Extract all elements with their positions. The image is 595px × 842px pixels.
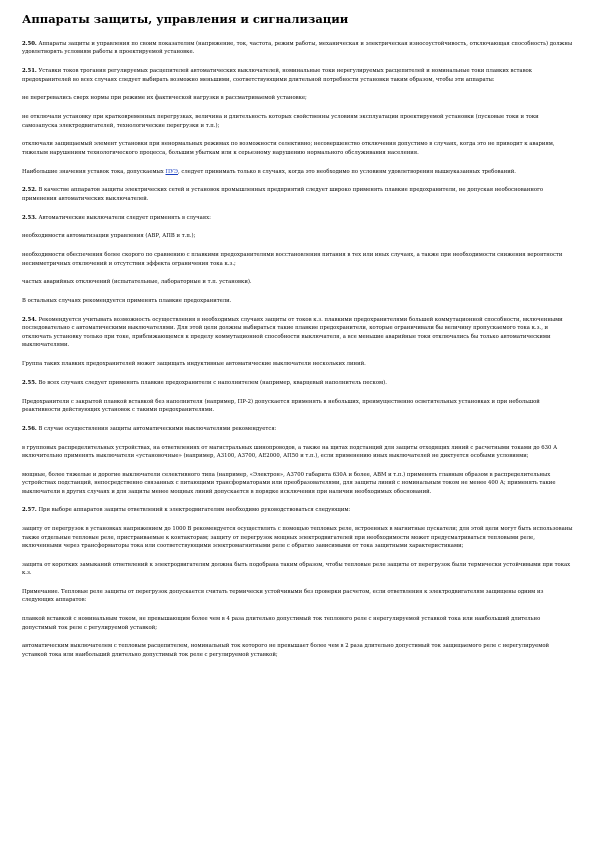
paragraph <box>22 379 575 387</box>
paragraph <box>22 297 575 305</box>
paragraph-text: Уставки токов трогания регулируемых расцепителей автоматических выключателей, номинальные токи нерегулируемых расцепителей и номинальные токи плавких вставок предохранителей во всех случаях следует выбирать возможно меньшими, соответствующими длительной потребности установки таким образом, чтобы эти аппараты: <box>22 68 533 83</box>
paragraph <box>22 251 575 268</box>
paragraph-text: Во всех случаях следует применять плавкие предохранители с наполнителем (например, кварцевый наполнитель песком). <box>38 379 387 386</box>
page-title: Аппараты защиты, управления и сигнализации <box>22 12 349 26</box>
pue-link[interactable]: ПУЭ <box>165 168 178 175</box>
paragraph-number: 2.55. <box>22 379 37 386</box>
paragraph <box>22 561 575 578</box>
paragraph-text: плавкой вставкой с номинальным током, не превышающим более чем в 4 раза длительно допустимый ток теплового реле с нерегулируемой уставкой тока или наибольший длительно допустимый ток реле с регулируемой уставкой; <box>22 616 541 631</box>
paragraph-number: 2.56. <box>22 425 37 432</box>
paragraph <box>22 214 575 222</box>
document-body <box>22 40 575 659</box>
paragraph <box>22 67 575 84</box>
paragraph <box>22 113 575 130</box>
paragraph <box>22 642 575 659</box>
paragraph <box>22 588 575 605</box>
paragraph-text: отключали защищаемый элемент установки при ненормальных режимах по возможности селективно; несовершенство отключения допустимо в случаях, когда это не приводит к авариям, тяжелым нарушениям технологического процесса, большим убыткам или к серьезному нарушению нормального обслуживания населения. <box>22 141 555 156</box>
paragraph <box>22 168 575 176</box>
paragraph <box>22 444 575 461</box>
paragraph-number: 2.57. <box>22 507 37 514</box>
paragraph <box>22 525 575 550</box>
paragraph <box>22 425 575 433</box>
paragraph-text: автоматическим выключателем с тепловым расцепителем, номинальный ток которого не превышает более чем в 2 раза длительно допустимый ток защищаемого реле с нерегулируемой уставкой тока или наибольший длительно допустимый ток реле с регулируемой уставкой; <box>22 643 550 658</box>
paragraph-number: 2.50. <box>22 41 37 47</box>
paragraph-text: В качестве аппаратов защиты электрических сетей и установок промышленных предприятий следует широко применять плавкие предохранители, не допуская необоснованного применения автоматических выключателей. <box>22 187 544 202</box>
paragraph <box>22 471 575 496</box>
paragraph <box>22 40 575 57</box>
paragraph-text: Автоматические выключатели следует применять в случаях: <box>38 214 211 221</box>
paragraph-text: Предохранители с закрытой плавкой вставкой без наполнителя (например, ПР-2) допускается применять в небольших, преимущественно осветительных установках и при небольшой реактивности действующих установок с такими предохранителями. <box>22 398 540 414</box>
paragraph <box>22 94 575 102</box>
paragraph-number: 2.53. <box>22 214 37 221</box>
paragraph-text: В случае осуществления защиты автоматическими выключателями рекомендуется: <box>38 425 277 432</box>
paragraph-text: мощные, более тяжелые и дорогие выключатели селективного типа (например, «Электрон», А3700 габарита 630А и более, АВМ и т.п.) применять главным образом в распределительных устройствах подстанций, непосредственно связанных с питающими трансформаторами или преобразователями, для защиты линий с номинальным током не менее 400 А; применять такие выключатели в других случаях и для защиты менее мощных линий допускается в порядке исключения при наличии необходимых обоснований. <box>22 471 556 495</box>
paragraph <box>22 506 575 514</box>
paragraph <box>22 316 575 350</box>
paragraph-text: защита от коротких замыканий ответвлений к электродвигателям должна быть подобрана таким образом, чтобы тепловые реле защиты от перегрузок были термически устойчивыми при токах к.з. <box>22 561 571 577</box>
paragraph-text: не отключали установку при кратковременных перегрузках, величина и длительность которых свойственны условиям эксплуатации проектируемой установки (пусковые токи и токи самозапуска электродвигателей, технологические перегрузки и т.п.); <box>22 114 539 129</box>
paragraph-text: Примечание. Тепловые реле защиты от перегрузок допускается считать термически устойчивыми без проверки расчетом, если ответвления к электродвигателям защищены одним из следующих аппаратов: <box>22 589 544 604</box>
paragraph <box>22 615 575 632</box>
paragraph-text: в групповых распределительных устройствах, на ответвлениях от магистральных шинопроводов, а также на щитах подстанций для защиты отходящих линий с расчетными токами до 630 А включительно применять выключатели «установочные» (например, А3100, А3700, АЕ2000, АП50 и т.п.), если применению иных выключателей не диктуется особыми условиями; <box>22 444 558 460</box>
paragraph <box>22 140 575 157</box>
paragraph <box>22 360 575 368</box>
paragraph-text: Аппараты защиты и управления по своим показателям (напряжение, ток, частота, режим работы, механическая и электрическая износоустойчивость, отключающая способность) должны удовлетворять условиям работы в проектируемой установке. <box>22 41 573 56</box>
paragraph-text: необходимости автоматизации управления (АВР, АПВ и т.п.); <box>22 233 196 240</box>
paragraph-text: Рекомендуется учитывать возможность осуществления в необходимых случаях защиты от токов к.з. плавкими предохранителями большей коммутационной способности, включенными последовательно с автоматическими выключателями. Для этой цели должны выбираться такие плавкие предохранители, которые ограничивали бы величину пропускаемого тока к.з., и отключать установку только при токе, приближающемся к пределу коммутационной способности выключателя, а все меньшие аварийные токи отключались бы только автоматическими выключателями. <box>22 317 563 349</box>
paragraph-number: 2.54. <box>22 317 37 323</box>
paragraph <box>22 398 575 415</box>
paragraph <box>22 232 575 240</box>
paragraph-text: , следует принимать только в случаях, когда это необходимо по условиям удовлетворения вышеуказанных требований. <box>177 168 516 175</box>
paragraph-text: не перегревались сверх нормы при режиме их фактической нагрузки в рассматриваемой установке; <box>22 95 307 102</box>
paragraph-text: При выборе аппаратов защиты ответвлений к электродвигателям необходимо руководствоваться следующим: <box>38 507 351 514</box>
paragraph <box>22 278 575 286</box>
paragraph-text: необходимости обеспечения более скорого по сравнению с плавкими предохранителями восстановления питания в тех или иных случаях, а также при необходимости снижения вероятности несимметричных отключений и отсутствия эффекта ограничения тока к.з.; <box>22 252 563 267</box>
paragraph <box>22 186 575 203</box>
paragraph-text: Наибольшие значения уставок тока, допускаемых <box>22 168 166 175</box>
paragraph-number: 2.52. <box>22 187 37 194</box>
paragraph-text: В остальных случаях рекомендуется применять плавкие предохранители. <box>22 298 232 305</box>
paragraph-text: Группа таких плавких предохранителей может защищать индуктивные автоматические выключатели нескольких линий. <box>22 361 366 368</box>
paragraph-text: защиту от перегрузок в установках напряжением до 1000 В рекомендуется осуществлять с помощью тепловых реле, встроенных в магнитные пускатели; для этой цели могут быть использованы также отдельные тепловые реле, пристраиваемые к контакторам; защиту от перегрузок мощных электродвигателей при необходимости может предусматриваться тепловыми реле, включенными через трансформаторы тока или соответствующими электромагнитными реле с обратно зависимыми от тока защитными характеристиками; <box>22 526 573 550</box>
paragraph-number: 2.51. <box>22 68 37 75</box>
paragraph-text: частых аварийных отключений (испытательные, лабораторные и т.п. установки). <box>22 279 252 286</box>
